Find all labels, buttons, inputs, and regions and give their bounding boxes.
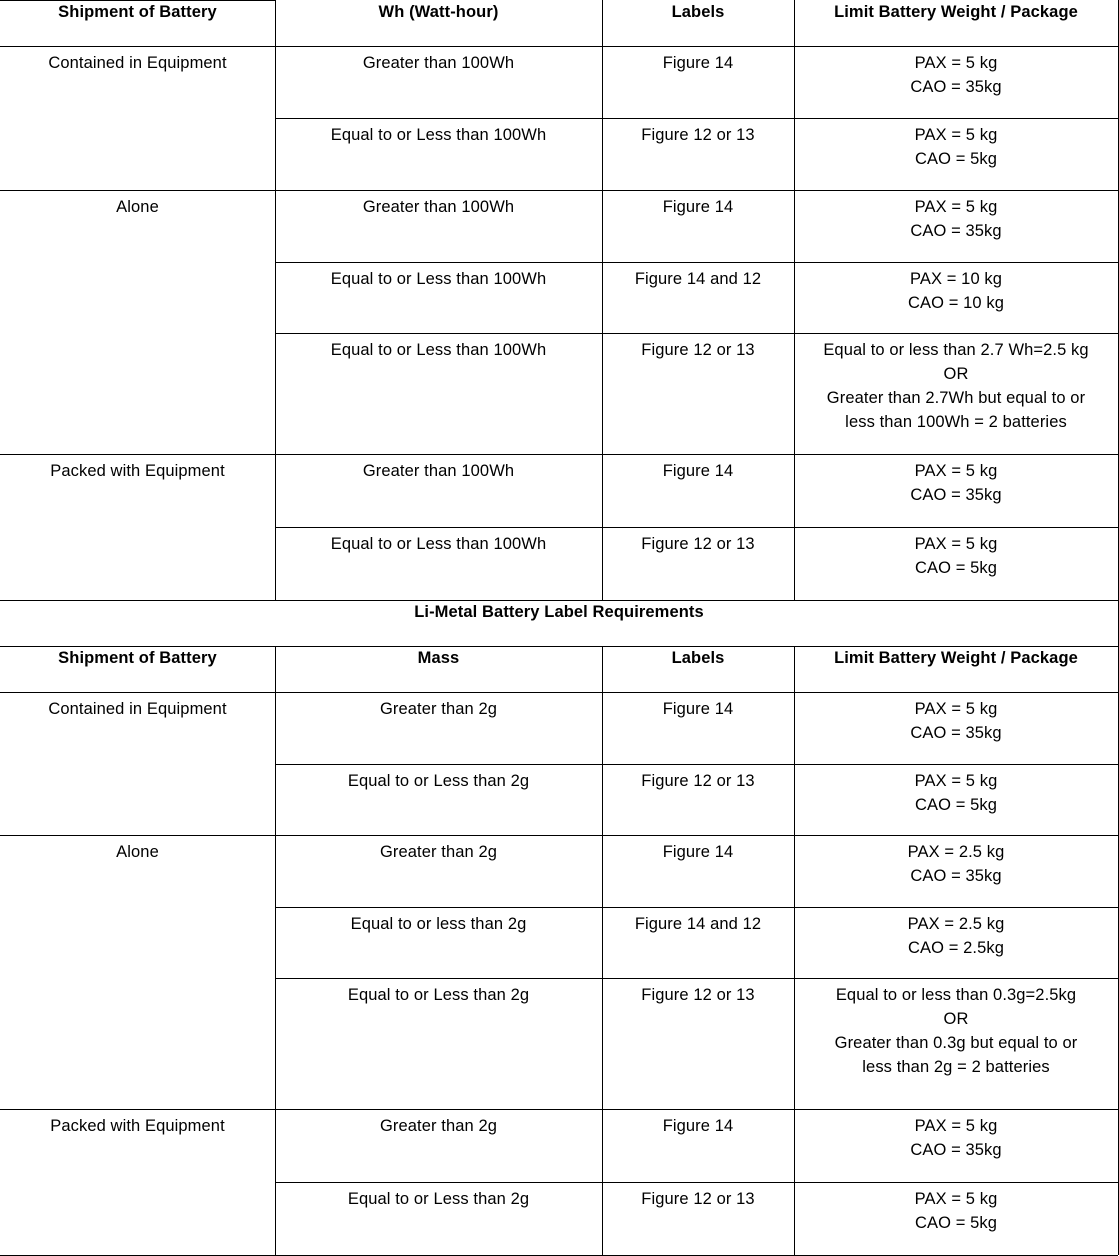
- cell-line: CAO = 10 kg: [907, 294, 1005, 312]
- shipment-group-label: Alone: [116, 843, 159, 861]
- table-rule: [602, 0, 603, 600]
- metric-cell: Equal to or Less than 100Wh: [330, 126, 547, 144]
- cell-line: PAX = 5 kg: [914, 126, 998, 144]
- metric-cell: Greater than 100Wh: [362, 198, 515, 216]
- labels-cell: Figure 14: [662, 54, 734, 72]
- table-rule: [0, 46, 1118, 47]
- table-rule: [275, 527, 1118, 528]
- shipment-group-label: Packed with Equipment: [50, 462, 225, 480]
- labels-cell: Figure 12 or 13: [641, 1190, 755, 1208]
- labels-cell: Figure 12 or 13: [641, 126, 755, 144]
- limit-cell: [794, 459, 1118, 507]
- header-labels: Labels: [671, 3, 725, 21]
- metric-cell: Equal to or Less than 100Wh: [330, 341, 547, 359]
- metric-cell: Equal to or less than 2g: [350, 915, 527, 933]
- limit-cell: [794, 123, 1118, 171]
- cell-line: CAO = 5kg: [914, 796, 998, 814]
- labels-cell: Figure 14: [662, 1117, 734, 1135]
- shipment-group-label: Packed with Equipment: [50, 1117, 225, 1135]
- limit-cell: [794, 338, 1118, 434]
- shipment-group-label: Contained in Equipment: [48, 54, 227, 72]
- labels-cell: Figure 14: [662, 462, 734, 480]
- labels-cell: Figure 12 or 13: [641, 535, 755, 553]
- cell-line: OR: [943, 1010, 969, 1028]
- cell-line: PAX = 5 kg: [914, 700, 998, 718]
- limit-cell: [794, 983, 1118, 1079]
- header-limit: Limit Battery Weight / Package: [834, 3, 1078, 21]
- table-rule: [275, 646, 276, 1255]
- header-limit: Limit Battery Weight / Package: [834, 649, 1078, 667]
- header-metric: Wh (Watt-hour): [378, 3, 499, 21]
- cell-line: PAX = 5 kg: [914, 1117, 998, 1135]
- table-rule: [275, 907, 1118, 908]
- cell-line: PAX = 5 kg: [914, 54, 998, 72]
- cell-line: Equal to or less than 2.7 Wh=2.5 kg: [823, 341, 1089, 359]
- table-rule: [275, 978, 1118, 979]
- table-rule: [275, 333, 1118, 334]
- table-rule: [0, 1109, 1118, 1110]
- cell-line: Equal to or less than 0.3g=2.5kg: [835, 986, 1077, 1004]
- limit-cell: [794, 769, 1118, 817]
- cell-line: PAX = 5 kg: [914, 462, 998, 480]
- limit-cell: [794, 267, 1118, 315]
- table-rule: [0, 835, 1118, 836]
- cell-line: CAO = 5kg: [914, 150, 998, 168]
- cell-line: CAO = 35kg: [910, 1141, 1002, 1159]
- table-rule: [275, 0, 276, 600]
- header-shipment: Shipment of Battery: [58, 649, 217, 667]
- cell-line: PAX = 2.5 kg: [907, 915, 1005, 933]
- labels-cell: Figure 12 or 13: [641, 986, 755, 1004]
- shipment-group-label: Alone: [116, 198, 159, 216]
- cell-line: CAO = 2.5kg: [907, 939, 1005, 957]
- labels-cell: Figure 12 or 13: [641, 341, 755, 359]
- cell-line: PAX = 5 kg: [914, 198, 998, 216]
- header-shipment: Shipment of Battery: [58, 3, 217, 21]
- table-rule: [0, 190, 1118, 191]
- table-rule: [602, 646, 603, 1255]
- metric-cell: Equal to or Less than 2g: [347, 1190, 530, 1208]
- metric-cell: Equal to or Less than 100Wh: [330, 535, 547, 553]
- metric-cell: Equal to or Less than 2g: [347, 986, 530, 1004]
- cell-line: CAO = 5kg: [914, 1214, 998, 1232]
- header-metric: Mass: [417, 649, 460, 667]
- cell-line: PAX = 10 kg: [909, 270, 1003, 288]
- table-rule: [275, 118, 1118, 119]
- metric-cell: Greater than 100Wh: [362, 462, 515, 480]
- limit-cell: [794, 51, 1118, 99]
- metric-cell: Greater than 2g: [379, 1117, 498, 1135]
- limit-cell: [794, 532, 1118, 580]
- cell-line: PAX = 5 kg: [914, 1190, 998, 1208]
- cell-line: less than 2g = 2 batteries: [862, 1058, 1050, 1076]
- labels-cell: Figure 14 and 12: [634, 915, 762, 933]
- metric-cell: Equal to or Less than 2g: [347, 772, 530, 790]
- cell-line: CAO = 35kg: [910, 486, 1002, 504]
- cell-line: less than 100Wh = 2 batteries: [845, 413, 1067, 431]
- cell-line: PAX = 5 kg: [914, 535, 998, 553]
- metric-cell: Greater than 2g: [379, 700, 498, 718]
- cell-line: Greater than 2.7Wh but equal to or: [826, 389, 1086, 407]
- table-rule: [275, 262, 1118, 263]
- limit-cell: [794, 912, 1118, 960]
- table-rule: [275, 1182, 1118, 1183]
- limit-cell: [794, 840, 1118, 888]
- limit-cell: [794, 195, 1118, 243]
- cell-line: CAO = 5kg: [914, 559, 998, 577]
- limit-cell: [794, 697, 1118, 745]
- cell-line: CAO = 35kg: [910, 724, 1002, 742]
- labels-cell: Figure 14 and 12: [634, 270, 762, 288]
- metric-cell: Greater than 100Wh: [362, 54, 515, 72]
- cell-line: CAO = 35kg: [910, 867, 1002, 885]
- labels-cell: Figure 14: [662, 198, 734, 216]
- table-rule: [275, 764, 1118, 765]
- cell-line: PAX = 5 kg: [914, 772, 998, 790]
- cell-line: PAX = 2.5 kg: [907, 843, 1005, 861]
- cell-line: OR: [943, 365, 969, 383]
- shipment-group-label: Contained in Equipment: [48, 700, 227, 718]
- table-rule: [794, 0, 795, 600]
- labels-cell: Figure 14: [662, 843, 734, 861]
- table-rule: [794, 646, 795, 1255]
- table-title: Li-Metal Battery Label Requirements: [414, 603, 704, 621]
- cell-line: CAO = 35kg: [910, 222, 1002, 240]
- metric-cell: Equal to or Less than 100Wh: [330, 270, 547, 288]
- cell-line: CAO = 35kg: [910, 78, 1002, 96]
- metric-cell: Greater than 2g: [379, 843, 498, 861]
- header-labels: Labels: [671, 649, 725, 667]
- limit-cell: [794, 1187, 1118, 1235]
- labels-cell: Figure 12 or 13: [641, 772, 755, 790]
- table-rule: [0, 454, 1118, 455]
- table-rule: [0, 692, 1118, 693]
- labels-cell: Figure 14: [662, 700, 734, 718]
- limit-cell: [794, 1114, 1118, 1162]
- cell-line: Greater than 0.3g but equal to or: [834, 1034, 1078, 1052]
